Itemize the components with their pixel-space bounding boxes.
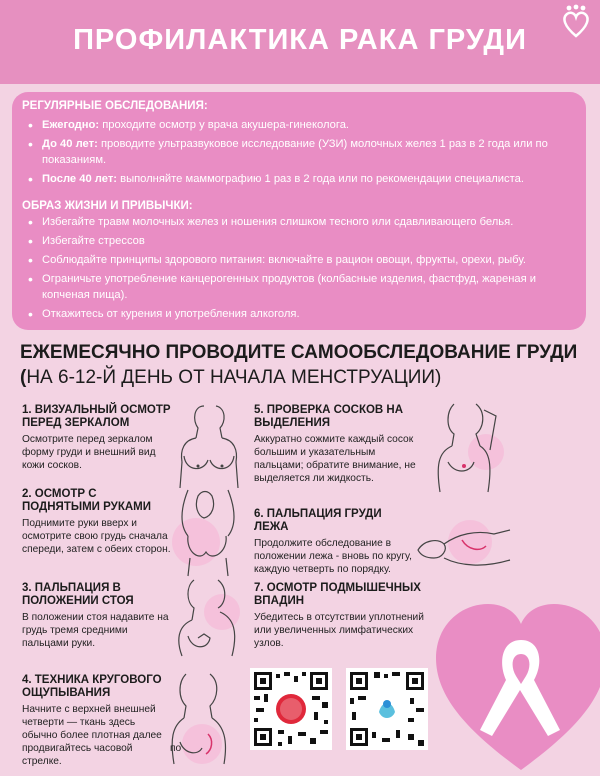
list-item: • Избегайте стрессов xyxy=(22,233,584,249)
lying-palpation-illustration-icon xyxy=(414,510,514,586)
header-banner xyxy=(0,0,600,84)
self-exam-heading: ЕЖЕМЕСЯЧНО ПРОВОДИТЕ САМООБСЛЕДОВАНИЕ ГРУДИ (НА 6-12-Й ДЕНЬ ОТ НАЧАЛА МЕНСТРУАЦИИ) xyxy=(20,342,578,388)
lifestyle-list xyxy=(22,214,584,325)
nipple-check-illustration-icon xyxy=(424,400,508,494)
step-text: Осмотрите перед зеркалом форму груди и внешний вид кожи сосков. xyxy=(22,434,156,471)
step-text: В положении стоя надавите на грудь тремя средними пальцами руки. xyxy=(22,612,169,649)
step-title: 7. ОСМОТР ПОДМЫШЕЧНЫХ ВПАДИН xyxy=(254,582,421,607)
exams-list xyxy=(22,117,584,190)
standing-palpation-illustration-icon xyxy=(168,576,250,668)
mirror-exam-illustration-icon xyxy=(170,400,250,490)
step-5 xyxy=(254,404,424,485)
heart-ribbon-icon xyxy=(436,600,600,776)
list-item: • До 40 лет: проводите ультразвуковое исследование (УЗИ) молочных желез 1 раз в 2 года или по показаниям. xyxy=(22,136,584,168)
step-3 xyxy=(22,582,172,650)
list-item: • Откажитесь от курения и употребления алкоголя. xyxy=(22,306,584,322)
step-title: 1. ВИЗУАЛЬНЫЙ ОСМОТР ПЕРЕД ЗЕРКАЛОМ xyxy=(22,404,171,429)
step-title: 6. ПАЛЬПАЦИЯ ГРУДИ ЛЕЖА xyxy=(254,508,382,533)
raised-arms-illustration-icon xyxy=(166,486,250,578)
list-item: • Ежегодно: проходите осмотр у врача акушера-гинеколога. xyxy=(22,117,584,133)
step-text: Поднимите руки вверх и осмотрите свою грудь сначала спереди, затем с обеих сторон. xyxy=(22,518,171,555)
step-1 xyxy=(22,404,172,472)
step-text: Продолжите обследование в положении лежа - вновь по кругу, каждую четверть по порядку. xyxy=(254,538,412,575)
step-text: Аккуратно сожмите каждый сосок большим и указательным пальцами; обратите внимание, не выделяется ли жидкость. xyxy=(254,434,416,484)
step-title: 2. ОСМОТР С ПОДНЯТЫМИ РУКАМИ xyxy=(22,488,151,513)
step-4 xyxy=(22,674,172,768)
list-item: • Соблюдайте принципы здорового питания: включайте в рацион овощи, фрукты, орехи, рыбу. xyxy=(22,252,584,268)
step-text: Начните с верхней внешней четверти — ткань здесь обычно более плотная далее продвигайтесь часовой стрелке. xyxy=(22,704,162,767)
step-text: Убедитесь в отсутствии уплотнений или увеличенных лимфатических узлов. xyxy=(254,612,424,649)
list-item: • Избегайте травм молочных желез и ношения слишком тесного или сдавливающего белья. xyxy=(22,214,584,230)
exams-heading: РЕГУЛЯРНЫЕ ОБСЛЕДОВАНИЯ: xyxy=(22,100,208,112)
qr-code-1[interactable] xyxy=(250,668,332,750)
step-7 xyxy=(254,582,429,650)
step-2 xyxy=(22,488,172,556)
step-title: 3. ПАЛЬПАЦИЯ В ПОЛОЖЕНИИ СТОЯ xyxy=(22,582,134,607)
lifestyle-heading: ОБРАЗ ЖИЗНИ И ПРИВЫЧКИ: xyxy=(22,200,193,212)
hands-heart-logo-icon xyxy=(560,4,592,40)
step-title: 4. ТЕХНИКА КРУГОВОГО ОЩУПЫВАНИЯ xyxy=(22,674,162,699)
list-item: • Ограничьте употребление канцерогенных продуктов (колбасные изделия, фастфуд, жареная и копченая пища). xyxy=(22,271,584,303)
step-6 xyxy=(254,508,414,576)
step-title: 5. ПРОВЕРКА СОСКОВ НА ВЫДЕЛЕНИЯ xyxy=(254,404,404,429)
qr-code-2[interactable] xyxy=(346,668,428,750)
list-item: • После 40 лет: выполняйте маммографию 1 раз в 2 года или по рекомендации специалиста. xyxy=(22,171,584,187)
stray-text: по xyxy=(170,743,182,754)
page-title: ПРОФИЛАКТИКА РАКА ГРУДИ xyxy=(73,24,527,56)
